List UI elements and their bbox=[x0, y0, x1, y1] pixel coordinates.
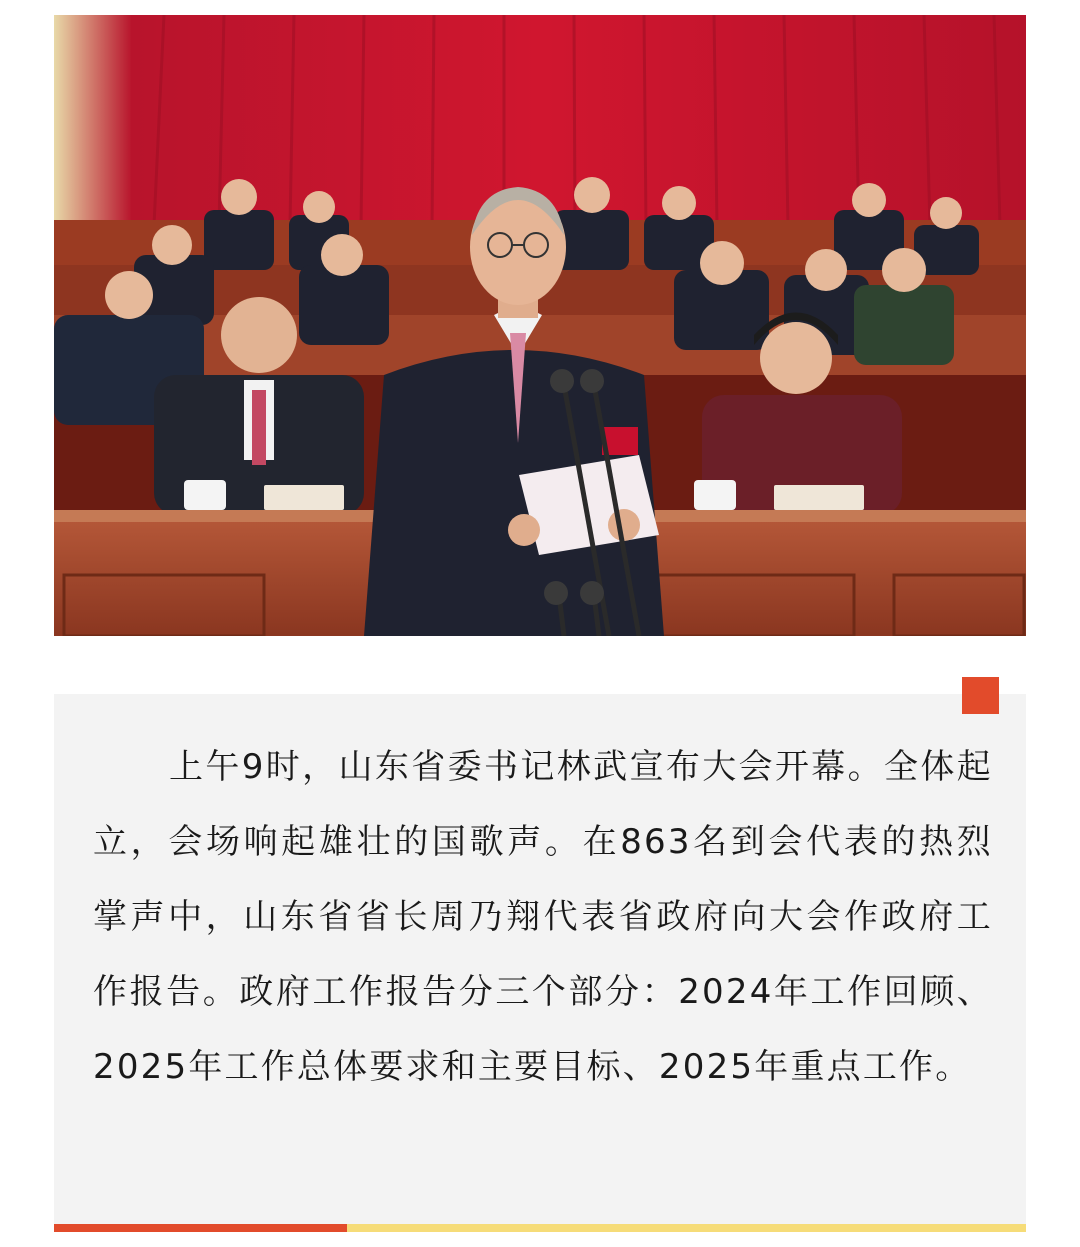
card-accent-square bbox=[962, 677, 999, 714]
bottom-rule-yellow bbox=[347, 1224, 1026, 1232]
congress-photo bbox=[54, 15, 1026, 636]
bottom-rule-red bbox=[54, 1224, 347, 1232]
caption-text: 上午9时，山东省委书记林武宣布大会开幕。全体起立，会场响起雄壮的国歌声。在863名到会代表的热烈掌声中，山东省省长周乃翔代表省政府向大会作政府工作报告。政府工作报告分三个部分：2024年工作回顾、2025年工作总体要求和主要目标、2025年重点工作。 bbox=[93, 747, 993, 1087]
